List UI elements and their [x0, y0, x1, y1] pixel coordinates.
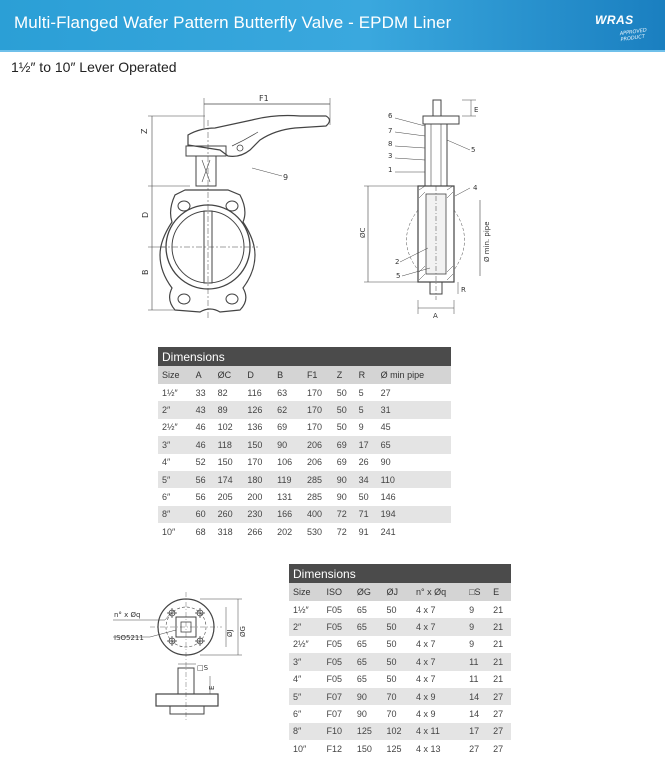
- table-row: [289, 601, 511, 618]
- label-b: B: [141, 269, 150, 275]
- table-cell: 9: [355, 419, 377, 436]
- table-cell: 136: [243, 419, 273, 436]
- table-cell: 206: [303, 436, 333, 453]
- table-cell: 11: [465, 671, 489, 688]
- table1-col-header: Z: [333, 366, 355, 384]
- table-cell: 21: [489, 653, 511, 670]
- table-cell: 4 x 7: [412, 601, 465, 618]
- table-cell: 150: [243, 436, 273, 453]
- label-part-6: 6: [388, 112, 393, 120]
- table-cell: F05: [322, 653, 352, 670]
- table-cell: 50: [333, 384, 355, 401]
- table-cell: 21: [489, 618, 511, 635]
- table-cell: 2″: [289, 618, 322, 635]
- table-cell: 50: [382, 636, 412, 653]
- label-part-9: 9: [283, 173, 289, 182]
- table-cell: 126: [243, 401, 273, 418]
- label-s: □S: [197, 664, 209, 672]
- table-row: [158, 523, 451, 540]
- table-cell: 33: [192, 384, 214, 401]
- table-cell: 65: [353, 636, 383, 653]
- table-cell: 46: [192, 419, 214, 436]
- table1-col-header: F1: [303, 366, 333, 384]
- table-cell: 116: [243, 384, 273, 401]
- page-header: [0, 0, 665, 50]
- table1-col-header: Ø min pipe: [377, 366, 451, 384]
- page-subtitle: 1½″ to 10″ Lever Operated: [11, 59, 177, 75]
- table-cell: 150: [353, 740, 383, 757]
- table-cell: 65: [353, 671, 383, 688]
- label-f1: F1: [259, 94, 269, 103]
- table-cell: F07: [322, 705, 352, 722]
- label-flange-e: E: [208, 685, 216, 690]
- table-cell: 90: [353, 705, 383, 722]
- table-cell: 50: [382, 671, 412, 688]
- table-cell: 5: [355, 401, 377, 418]
- table-cell: F05: [322, 636, 352, 653]
- table2-col-header: ØG: [353, 583, 383, 601]
- table-cell: 50: [382, 601, 412, 618]
- table-cell: F12: [322, 740, 352, 757]
- table1-col-header: R: [355, 366, 377, 384]
- table-cell: 170: [243, 454, 273, 471]
- table2-caption: Dimensions: [289, 564, 511, 583]
- table-cell: 4 x 9: [412, 688, 465, 705]
- label-iso5211: ISO5211: [114, 634, 144, 642]
- table-cell: 106: [273, 454, 303, 471]
- table-cell: 4 x 13: [412, 740, 465, 757]
- table-row: [289, 618, 511, 635]
- table2-col-header: □S: [465, 583, 489, 601]
- table-cell: 70: [382, 705, 412, 722]
- table-cell: 91: [355, 523, 377, 540]
- table-cell: 166: [273, 506, 303, 523]
- label-z: Z: [140, 128, 149, 134]
- table-cell: 90: [333, 471, 355, 488]
- table-cell: 3″: [289, 653, 322, 670]
- label-j: ØJ: [226, 629, 234, 637]
- table-cell: 5″: [158, 471, 192, 488]
- table2-col-header: ØJ: [382, 583, 412, 601]
- table-row: [158, 506, 451, 523]
- table-row: [289, 705, 511, 722]
- table-cell: 170: [303, 401, 333, 418]
- table-row: [158, 471, 451, 488]
- label-n-q: n° x Øq: [114, 611, 141, 619]
- table-cell: 72: [333, 523, 355, 540]
- table-cell: 180: [243, 471, 273, 488]
- table-cell: 89: [214, 401, 244, 418]
- table-cell: 65: [353, 618, 383, 635]
- table-cell: 530: [303, 523, 333, 540]
- table-cell: 14: [465, 688, 489, 705]
- table-cell: 17: [465, 723, 489, 740]
- table-cell: F07: [322, 688, 352, 705]
- table-cell: 10″: [289, 740, 322, 757]
- table-cell: 146: [377, 488, 451, 505]
- table-cell: 2½″: [289, 636, 322, 653]
- table2-body: [289, 601, 511, 758]
- table2-col-header: n° x Øq: [412, 583, 465, 601]
- table-row: [289, 653, 511, 670]
- table-cell: 170: [303, 419, 333, 436]
- table-row: [289, 723, 511, 740]
- table-cell: 205: [214, 488, 244, 505]
- table-cell: F10: [322, 723, 352, 740]
- table-cell: 90: [353, 688, 383, 705]
- wras-logo: WRAS: [595, 13, 634, 27]
- table-cell: F05: [322, 671, 352, 688]
- table-cell: 285: [303, 471, 333, 488]
- table-cell: 8″: [158, 506, 192, 523]
- label-min-pipe: Ø min. pipe: [483, 221, 491, 262]
- table-cell: 318: [214, 523, 244, 540]
- table-cell: 6″: [289, 705, 322, 722]
- table-cell: F05: [322, 618, 352, 635]
- table-cell: 2½″: [158, 419, 192, 436]
- table1-col-header: D: [243, 366, 273, 384]
- table-cell: 45: [377, 419, 451, 436]
- table-cell: 131: [273, 488, 303, 505]
- table-cell: 194: [377, 506, 451, 523]
- flange-drawing: [110, 590, 250, 730]
- label-c: ØC: [359, 227, 367, 238]
- table-cell: 5: [355, 384, 377, 401]
- front-view-drawing: [135, 90, 345, 320]
- table2-header-row: [289, 583, 511, 601]
- table-cell: 4 x 7: [412, 671, 465, 688]
- table1-col-header: A: [192, 366, 214, 384]
- table-cell: 21: [489, 636, 511, 653]
- table-row: [158, 488, 451, 505]
- table-cell: 21: [489, 671, 511, 688]
- table-cell: 4 x 9: [412, 705, 465, 722]
- table-cell: 90: [377, 454, 451, 471]
- label-part-5-top: 5: [471, 146, 476, 154]
- table-cell: 27: [489, 723, 511, 740]
- table-cell: 62: [273, 401, 303, 418]
- table-cell: 110: [377, 471, 451, 488]
- table-row: [289, 636, 511, 653]
- table-cell: 90: [273, 436, 303, 453]
- table-cell: 266: [243, 523, 273, 540]
- table-row: [158, 436, 451, 453]
- table-cell: 200: [243, 488, 273, 505]
- table-cell: 119: [273, 471, 303, 488]
- table-cell: 50: [355, 488, 377, 505]
- table-cell: 125: [353, 723, 383, 740]
- label-e: E: [474, 106, 479, 114]
- header-divider: [0, 50, 665, 52]
- table-cell: 6″: [158, 488, 192, 505]
- table-row: [158, 419, 451, 436]
- table2-col-header: Size: [289, 583, 322, 601]
- table-cell: 82: [214, 384, 244, 401]
- table-cell: 5″: [289, 688, 322, 705]
- table-cell: 70: [382, 688, 412, 705]
- table-cell: 10″: [158, 523, 192, 540]
- table-cell: 202: [273, 523, 303, 540]
- table-cell: 4 x 7: [412, 636, 465, 653]
- label-part-3: 3: [388, 152, 393, 160]
- table-cell: 9: [465, 618, 489, 635]
- table-cell: 102: [214, 419, 244, 436]
- table-cell: 50: [382, 618, 412, 635]
- table-cell: 174: [214, 471, 244, 488]
- label-d: D: [141, 211, 150, 218]
- table-cell: 46: [192, 436, 214, 453]
- table-cell: 63: [273, 384, 303, 401]
- table-cell: 400: [303, 506, 333, 523]
- table-cell: 206: [303, 454, 333, 471]
- table1-col-header: B: [273, 366, 303, 384]
- table-cell: 21: [489, 601, 511, 618]
- table-cell: 65: [353, 601, 383, 618]
- table-cell: 50: [333, 401, 355, 418]
- label-part-7: 7: [388, 127, 393, 135]
- table-cell: 72: [333, 506, 355, 523]
- table-cell: 9: [465, 601, 489, 618]
- table-cell: 26: [355, 454, 377, 471]
- table-cell: 3″: [158, 436, 192, 453]
- table1-caption: Dimensions: [158, 347, 451, 366]
- table-cell: 71: [355, 506, 377, 523]
- table-cell: 65: [353, 653, 383, 670]
- table-cell: 8″: [289, 723, 322, 740]
- table-cell: 34: [355, 471, 377, 488]
- table-cell: 260: [214, 506, 244, 523]
- side-view-drawing: [350, 95, 500, 320]
- label-g: ØG: [239, 626, 247, 637]
- table-cell: 285: [303, 488, 333, 505]
- table-cell: 56: [192, 488, 214, 505]
- label-part-1: 1: [388, 166, 393, 174]
- page-title: Multi-Flanged Wafer Pattern Butterfly Valve - EPDM Liner: [14, 13, 452, 32]
- table-row: [158, 454, 451, 471]
- table-row: [158, 384, 451, 401]
- label-part-4: 4: [473, 184, 478, 192]
- table-row: [289, 688, 511, 705]
- table-cell: 118: [214, 436, 244, 453]
- wras-logo-subtext: APPROVED PRODUCT: [619, 27, 648, 44]
- table-row: [289, 740, 511, 757]
- table-cell: 241: [377, 523, 451, 540]
- table-cell: 50: [333, 419, 355, 436]
- table-cell: 27: [489, 688, 511, 705]
- table-cell: 230: [243, 506, 273, 523]
- table-cell: 52: [192, 454, 214, 471]
- table-cell: 150: [214, 454, 244, 471]
- table2-col-header: ISO: [322, 583, 352, 601]
- table-cell: 90: [333, 488, 355, 505]
- dimensions-table-2: [289, 564, 511, 758]
- table-cell: 9: [465, 636, 489, 653]
- table-cell: 4″: [289, 671, 322, 688]
- table1-col-header: Size: [158, 366, 192, 384]
- table-cell: 1½″: [158, 384, 192, 401]
- table-cell: 69: [273, 419, 303, 436]
- table-cell: 60: [192, 506, 214, 523]
- table-cell: 102: [382, 723, 412, 740]
- table-cell: F05: [322, 601, 352, 618]
- table-cell: 27: [465, 740, 489, 757]
- table-cell: 170: [303, 384, 333, 401]
- label-a: A: [433, 312, 438, 320]
- table-cell: 68: [192, 523, 214, 540]
- table-cell: 31: [377, 401, 451, 418]
- table-cell: 14: [465, 705, 489, 722]
- table-cell: 27: [489, 740, 511, 757]
- table-cell: 50: [382, 653, 412, 670]
- table1-header-row: [158, 366, 451, 384]
- table-cell: 43: [192, 401, 214, 418]
- table-cell: 4 x 7: [412, 653, 465, 670]
- dimensions-table-1: [158, 347, 451, 541]
- label-part-8: 8: [388, 140, 393, 148]
- table2-col-header: E: [489, 583, 511, 601]
- table-cell: 4 x 11: [412, 723, 465, 740]
- table1-col-header: ØC: [214, 366, 244, 384]
- table-cell: 17: [355, 436, 377, 453]
- table-cell: 1½″: [289, 601, 322, 618]
- table-row: [289, 671, 511, 688]
- table-cell: 27: [489, 705, 511, 722]
- label-r: R: [461, 286, 466, 294]
- label-part-2: 2: [395, 258, 400, 266]
- label-part-5-bottom: 5: [396, 272, 401, 280]
- table-cell: 69: [333, 454, 355, 471]
- table-cell: 27: [377, 384, 451, 401]
- table-cell: 11: [465, 653, 489, 670]
- table-cell: 125: [382, 740, 412, 757]
- table-cell: 69: [333, 436, 355, 453]
- table-cell: 65: [377, 436, 451, 453]
- table1-body: [158, 384, 451, 541]
- table-cell: 4″: [158, 454, 192, 471]
- table-cell: 4 x 7: [412, 618, 465, 635]
- table-cell: 56: [192, 471, 214, 488]
- table-row: [158, 401, 451, 418]
- table-cell: 2″: [158, 401, 192, 418]
